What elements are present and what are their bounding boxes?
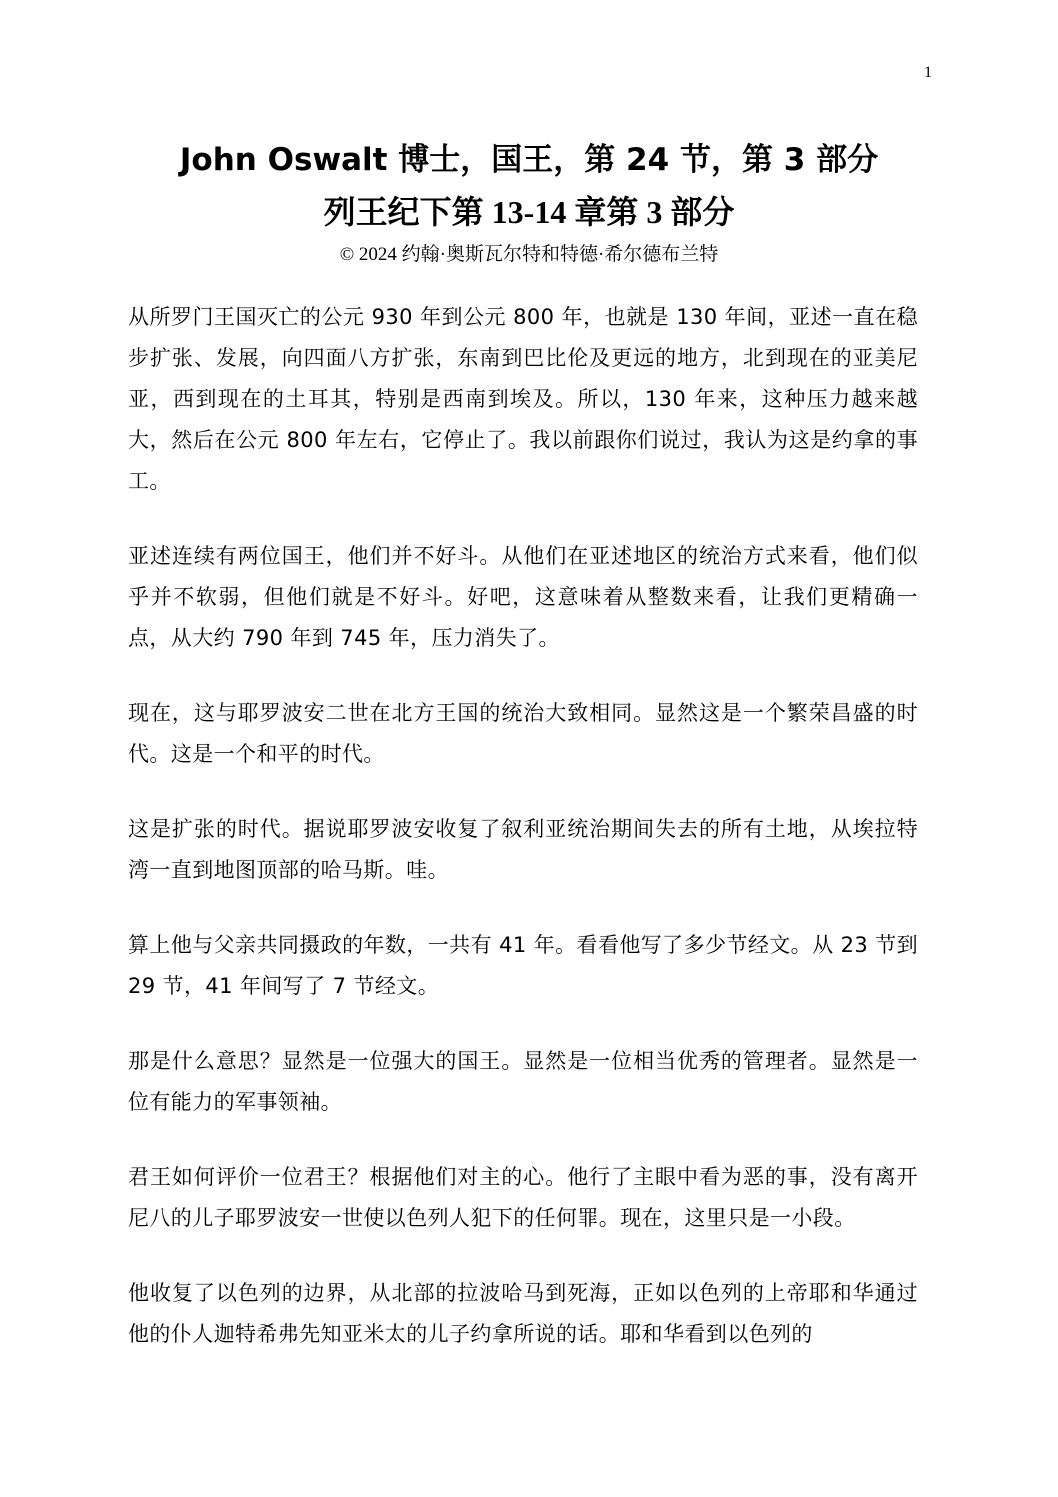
- paragraph: 这是扩张的时代。据说耶罗波安收复了叙利亚统治期间失去的所有土地，从埃拉特湾一直到地图顶部的哈马斯。哇。: [128, 817, 918, 882]
- paragraph: 算上他与父亲共同摄政的年数，一共有 41 年。看看他写了多少节经文。从 23 节到 29 节，41 年间写了 7 节经文。: [128, 933, 918, 998]
- page-number: 1: [924, 64, 932, 81]
- paragraph: 君王如何评价一位君王？根据他们对主的心。他行了主眼中看为恶的事，没有离开尼八的儿子耶罗波安一世使以色列人犯下的任何罪。现在，这里只是一小段。: [128, 1165, 918, 1230]
- paragraph: 亚述连续有两位国王，他们并不好斗。从他们在亚述地区的统治方式来看，他们似乎并不软弱，但他们就是不好斗。好吧，这意味着从整数来看，让我们更精确一点，从大约 790 年到 745 年，压力消失了。: [128, 544, 918, 650]
- paragraph: 从所罗门王国灭亡的公元 930 年到公元 800 年，也就是 130 年间，亚述一直在稳步扩张、发展，向四面八方扩张，东南到巴比伦及更远的地方，北到现在的亚美尼亚，西到现在的土耳其，特别是西南到埃及。所以，130 年来，这种压力越来越大，然后在公元 800 年左右，它停止了。我以前跟你们说过，我认为这是约拿的事工。: [128, 305, 918, 493]
- paragraph: 现在，这与耶罗波安二世在北方王国的统治大致相同。显然这是一个繁荣昌盛的时代。这是一个和平的时代。: [128, 701, 918, 766]
- paragraph: 他收复了以色列的边界，从北部的拉波哈马到死海，正如以色列的上帝耶和华通过他的仆人迦特希弗先知亚米太的儿子约拿所说的话。耶和华看到以色列的: [128, 1281, 918, 1346]
- body-text: [128, 297, 918, 1389]
- document-subtitle: 列王纪下第 13-14 章第 3 部分: [323, 194, 735, 230]
- document-title: John Oswalt 博士，国王，第 24 节，第 3 部分: [179, 142, 879, 178]
- paragraph: 那是什么意思？显然是一位强大的国王。显然是一位相当优秀的管理者。显然是一位有能力的军事领袖。: [128, 1049, 918, 1114]
- copyright-line: © 2024 约翰·奥斯瓦尔特和特德·希尔德布兰特: [339, 244, 719, 265]
